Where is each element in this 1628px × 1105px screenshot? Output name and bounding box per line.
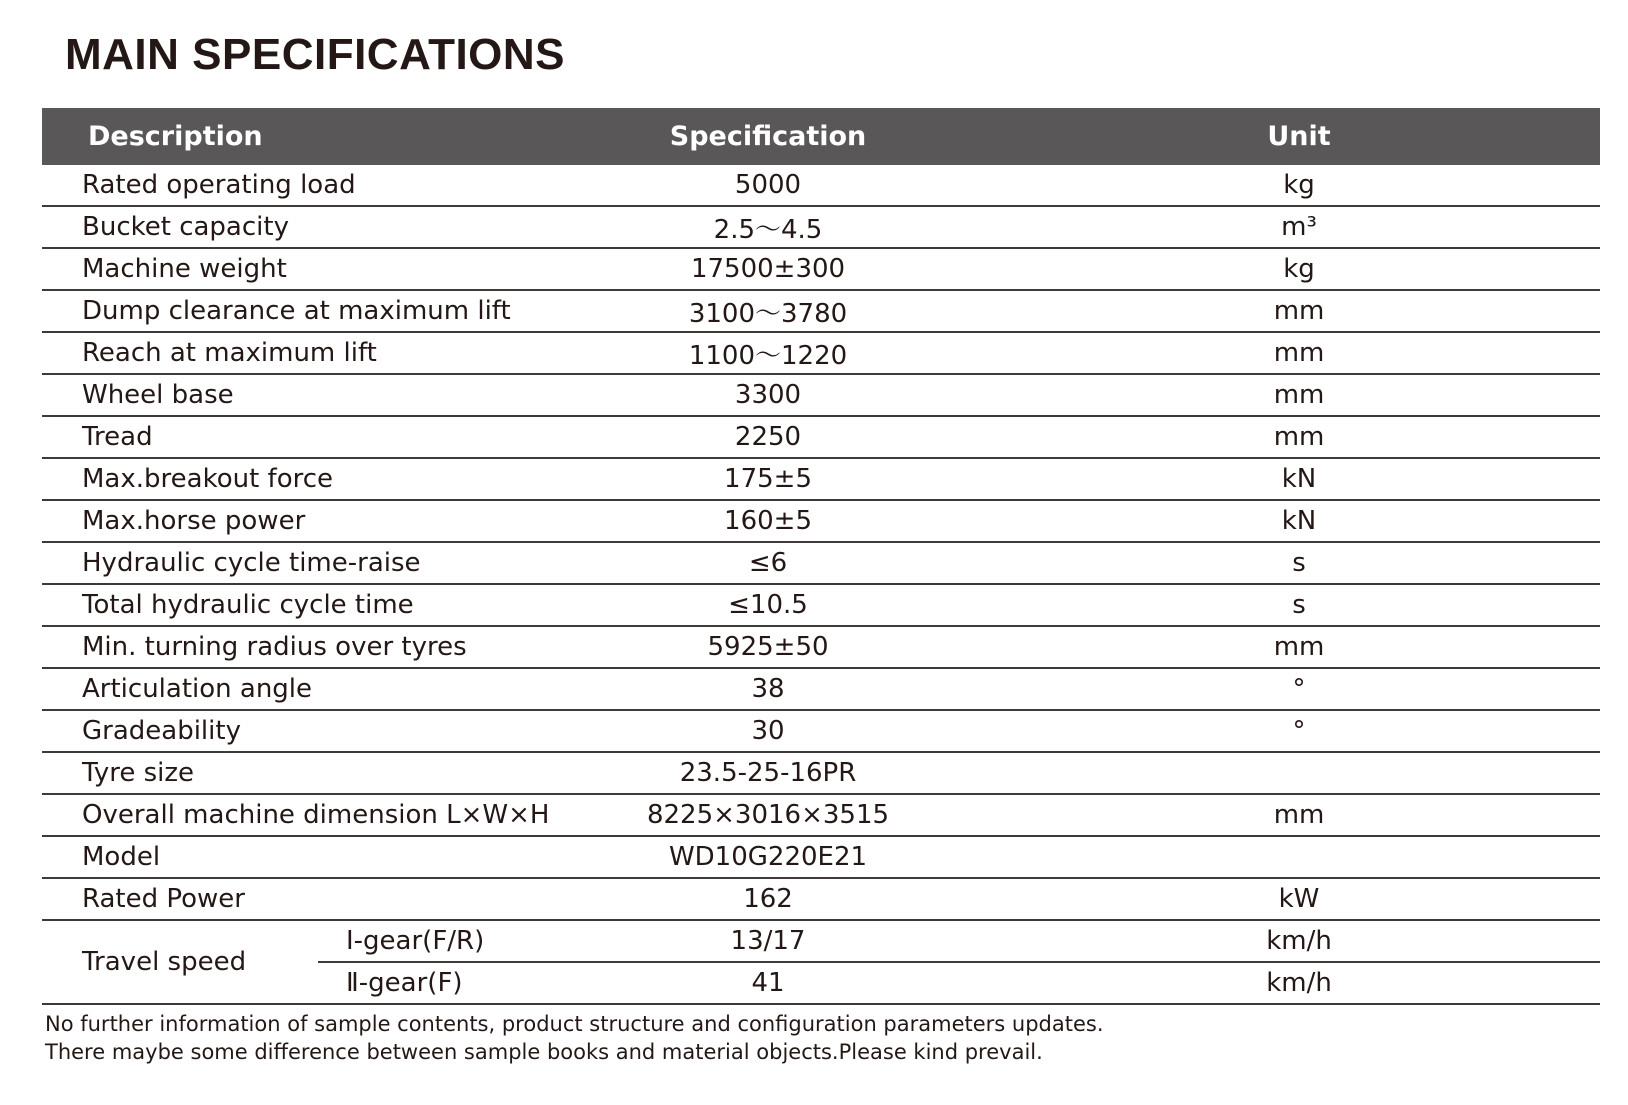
cell-unit: s <box>998 542 1600 584</box>
table-row <box>42 752 1600 794</box>
cell-specification: 160±5 <box>538 500 998 542</box>
table-row <box>42 836 1600 878</box>
table-row <box>42 668 1600 710</box>
cell-description: Model <box>42 836 538 878</box>
cell-description: Dump clearance at maximum lift <box>42 290 538 332</box>
cell-description: Overall machine dimension L×W×H <box>42 794 538 836</box>
table-row <box>42 416 1600 458</box>
cell-gear: Ⅱ-gear(F) <box>318 962 538 1004</box>
cell-unit: km/h <box>998 962 1600 1004</box>
table-row <box>42 626 1600 668</box>
cell-gear: Ⅰ-gear(F/R) <box>318 920 538 962</box>
cell-specification: 41 <box>538 962 998 1004</box>
footnote-line-1: No further information of sample contents, product structure and configuration parameters updates. <box>45 1012 1104 1036</box>
cell-specification: 38 <box>538 668 998 710</box>
cell-unit: mm <box>998 290 1600 332</box>
table-row <box>42 710 1600 752</box>
cell-travel-speed-label: Travel speed <box>42 920 318 1004</box>
table-row <box>42 290 1600 332</box>
cell-unit: kg <box>998 248 1600 290</box>
table-header-row <box>42 108 1600 165</box>
cell-specification: 2250 <box>538 416 998 458</box>
table-row <box>42 542 1600 584</box>
cell-specification: 3300 <box>538 374 998 416</box>
cell-unit: mm <box>998 794 1600 836</box>
cell-specification: ≤10.5 <box>538 584 998 626</box>
cell-description: Machine weight <box>42 248 538 290</box>
cell-unit: mm <box>998 416 1600 458</box>
table-row <box>42 248 1600 290</box>
cell-description: Articulation angle <box>42 668 538 710</box>
cell-unit: km/h <box>998 920 1600 962</box>
table-row <box>42 165 1600 206</box>
table-row <box>42 584 1600 626</box>
cell-description: Min. turning radius over tyres <box>42 626 538 668</box>
cell-description: Tyre size <box>42 752 538 794</box>
cell-unit: kg <box>998 165 1600 206</box>
cell-description: Gradeability <box>42 710 538 752</box>
table-row <box>42 878 1600 920</box>
page-title: MAIN SPECIFICATIONS <box>65 30 566 79</box>
cell-description: Max.breakout force <box>42 458 538 500</box>
cell-unit: kW <box>998 878 1600 920</box>
cell-description: Hydraulic cycle time-raise <box>42 542 538 584</box>
table-row <box>42 458 1600 500</box>
header-specification: Specification <box>538 108 998 165</box>
cell-description: Bucket capacity <box>42 206 538 248</box>
cell-specification: 175±5 <box>538 458 998 500</box>
cell-unit: m³ <box>998 206 1600 248</box>
header-unit: Unit <box>998 108 1600 165</box>
footnote-line-2: There maybe some difference between sample books and material objects.Please kind prevail. <box>45 1040 1043 1064</box>
cell-specification: 17500±300 <box>538 248 998 290</box>
table-row <box>42 206 1600 248</box>
cell-specification: ≤6 <box>538 542 998 584</box>
cell-unit: s <box>998 584 1600 626</box>
table-row <box>42 794 1600 836</box>
table-body <box>42 165 1600 1004</box>
specifications-table <box>42 108 1600 1005</box>
cell-unit: ° <box>998 668 1600 710</box>
cell-specification: 8225×3016×3515 <box>538 794 998 836</box>
cell-unit: mm <box>998 374 1600 416</box>
cell-specification: WD10G220E21 <box>538 836 998 878</box>
table-row <box>42 374 1600 416</box>
cell-specification: 5925±50 <box>538 626 998 668</box>
cell-specification: 5000 <box>538 165 998 206</box>
cell-description: Reach at maximum lift <box>42 332 538 374</box>
header-description: Description <box>42 108 538 165</box>
cell-specification: 2.5～4.5 <box>538 206 998 248</box>
cell-unit: kN <box>998 500 1600 542</box>
cell-specification: 30 <box>538 710 998 752</box>
cell-unit: ° <box>998 710 1600 752</box>
cell-description: Rated Power <box>42 878 538 920</box>
cell-unit <box>998 836 1600 878</box>
footnote <box>45 1010 1545 1066</box>
table-row <box>42 500 1600 542</box>
cell-unit: kN <box>998 458 1600 500</box>
cell-description: Wheel base <box>42 374 538 416</box>
cell-description: Tread <box>42 416 538 458</box>
cell-specification: 23.5-25-16PR <box>538 752 998 794</box>
cell-specification: 162 <box>538 878 998 920</box>
cell-description: Rated operating load <box>42 165 538 206</box>
cell-specification: 3100～3780 <box>538 290 998 332</box>
cell-unit <box>998 752 1600 794</box>
table-row <box>42 332 1600 374</box>
cell-specification: 13/17 <box>538 920 998 962</box>
cell-unit: mm <box>998 332 1600 374</box>
cell-specification: 1100～1220 <box>538 332 998 374</box>
cell-unit: mm <box>998 626 1600 668</box>
table-row-travel-speed <box>42 920 1600 962</box>
cell-description: Total hydraulic cycle time <box>42 584 538 626</box>
cell-description: Max.horse power <box>42 500 538 542</box>
